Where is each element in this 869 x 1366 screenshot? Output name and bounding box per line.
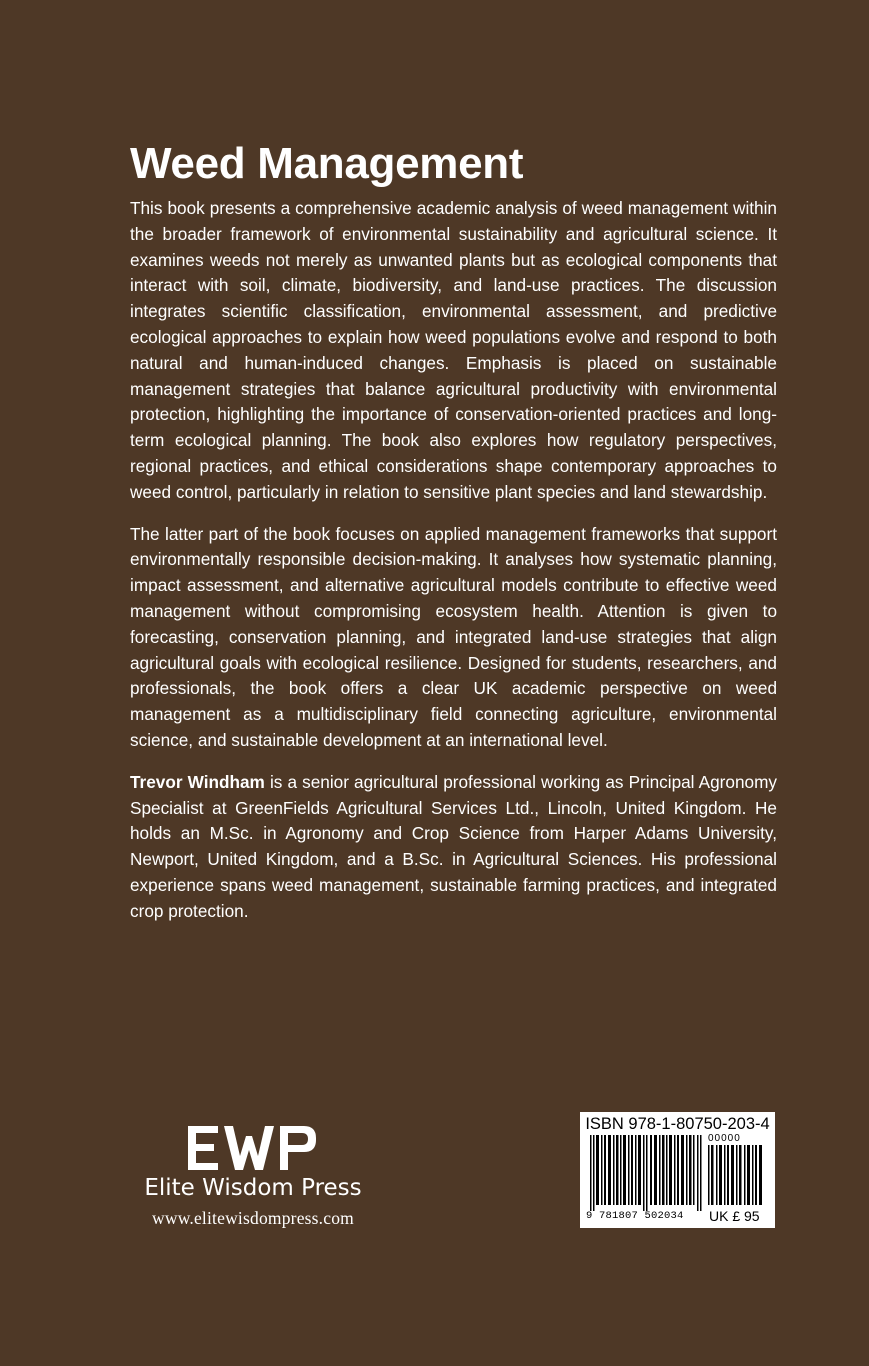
back-cover-text [130,196,777,941]
ewp-logo-icon [188,1126,318,1170]
price-label: UK £ 95 [709,1208,760,1224]
barcode-addon-bars-icon [708,1145,764,1205]
author-bio-text: is a senior agricultural professional working as Principal Agronomy Specialist at GreenFields Agricultural Services Ltd., Lincoln, United Kingdom. He holds an M.Sc. in Agronomy and Crop Science from Harper Adams University, Newport, United Kingdom, and a B.Sc. in Agricultural Sciences. His professional experience spans weed management, sustainable farming practices, and integrated crop protection. [130,771,777,921]
author-name: Trevor Windham [130,771,265,792]
author-bio [130,770,777,925]
barcode-digits: 9 781807 502034 [586,1210,684,1222]
barcode-bars-icon [590,1135,702,1211]
book-title: Weed Management [130,139,524,188]
isbn-barcode [580,1112,775,1228]
barcode-addon-code: 00000 [708,1133,741,1144]
description-paragraph-1: This book presents a comprehensive academic analysis of weed management within the broader framework of environmental sustainability and agricultural science. It examines weeds not merely as unwanted plants but as ecological components that interact with soil, climate, biodiversity, and land-use practices. The discussion integrates scientific classification, environmental assessment, and predictive ecological approaches to explain how weed populations evolve and respond to both natural and human-induced changes. Emphasis is placed on sustainable management strategies that balance agricultural productivity with environmental protection, highlighting the importance of conservation-oriented practices and long-term ecological planning. The book also explores how regulatory perspectives, regional practices, and ethical considerations shape contemporary approaches to weed control, particularly in relation to sensitive plant species and land stewardship. [130,198,777,502]
publisher-url: www.elitewisdompress.com [152,1208,354,1228]
publisher-logo [128,1126,378,1228]
isbn-number: ISBN 978-1-80750-203-4 [585,1115,770,1133]
publisher-name: Elite Wisdom Press [144,1175,362,1201]
description-paragraph-2: The latter part of the book focuses on applied management frameworks that support environmentally responsible decision-making. It analyses how systematic planning, impact assessment, and alternative agricultural models contribute to effective weed management without compromising ecosystem health. Attention is given to forecasting, conservation planning, and integrated land-use strategies that align agricultural goals with ecological resilience. Designed for students, researchers, and professionals, the book offers a clear UK academic perspective on weed management as a multidisciplinary field connecting agriculture, environmental science, and sustainable development at an international level. [130,523,777,750]
